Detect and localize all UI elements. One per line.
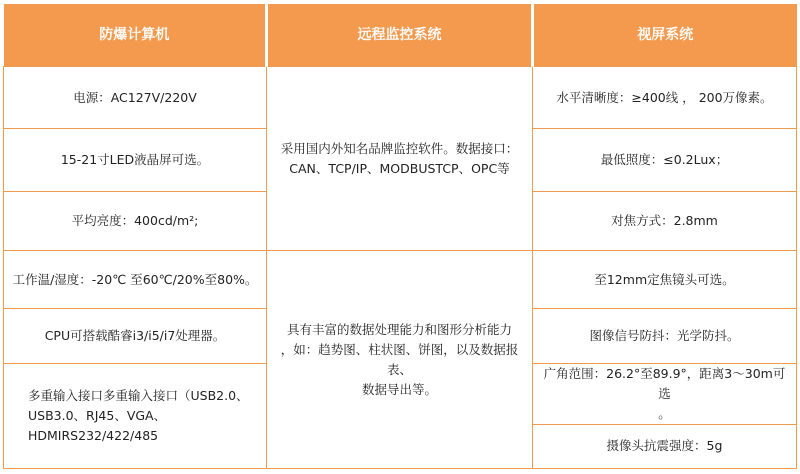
processing-cell xyxy=(267,251,533,469)
wide-angle-line-2: 。 xyxy=(658,405,671,421)
focus-cell: 对焦方式：2.8mm xyxy=(533,192,797,251)
table-row xyxy=(4,251,797,308)
wide-angle-cell xyxy=(533,363,797,424)
spec-table xyxy=(3,4,797,469)
header-remote-monitoring: 远程监控系统 xyxy=(267,4,533,67)
header-explosion-proof-computer: 防爆计算机 xyxy=(4,4,267,67)
shock-cell: 摄像头抗震强度：5g xyxy=(533,424,797,468)
cpu-cell: CPU可搭载酷睿i3/i5/i7处理器。 xyxy=(4,308,267,363)
environment-cell: 工作温/湿度：-20℃ 至60℃/20%至80%。 xyxy=(4,251,267,308)
lens-cell: 至12mm定焦镜头可选。 xyxy=(533,251,797,308)
stabilization-cell: 图像信号防抖：光学防抖。 xyxy=(533,308,797,363)
processing-line-3: 数据导出等。 xyxy=(361,381,437,397)
resolution-cell: 水平清晰度：≥400线 ， 200万像素。 xyxy=(533,67,797,129)
processing-line-1: 具有丰富的数据处理能力和图形分析能力 xyxy=(286,321,512,337)
software-line-1: 采用国内外知名品牌监控软件。数据接口： xyxy=(280,140,519,156)
table-row xyxy=(4,67,797,129)
wide-angle-line-1: 广角范围：26.2°至89.9°，距离3～30m可选 xyxy=(543,365,786,401)
screen-cell: 15-21寸LED液晶屏可选。 xyxy=(4,129,267,192)
power-cell: 电源：AC127V/220V xyxy=(4,67,267,129)
illumination-cell: 最低照度：≤0.2Lux； xyxy=(533,129,797,192)
interfaces-line-2: USB3.0、RJ45、VGA、 xyxy=(28,407,167,423)
software-line-2: CAN、TCP/IP、MODBUSTCP、OPC等 xyxy=(289,160,510,176)
software-cell xyxy=(267,67,533,251)
header-video-system: 视屏系统 xyxy=(533,4,797,67)
brightness-cell: 平均亮度：400cd/m²; xyxy=(4,192,267,251)
interfaces-line-3: HDMIRS232/422/485 xyxy=(28,427,159,443)
processing-line-2: ，如：趋势图、柱状图、饼图，以及数据报 表、 xyxy=(280,341,519,377)
interfaces-line-1: 多重输入接口多重输入接口（USB2.0、 xyxy=(28,387,249,403)
header-row xyxy=(4,4,797,67)
interfaces-cell xyxy=(4,363,267,468)
